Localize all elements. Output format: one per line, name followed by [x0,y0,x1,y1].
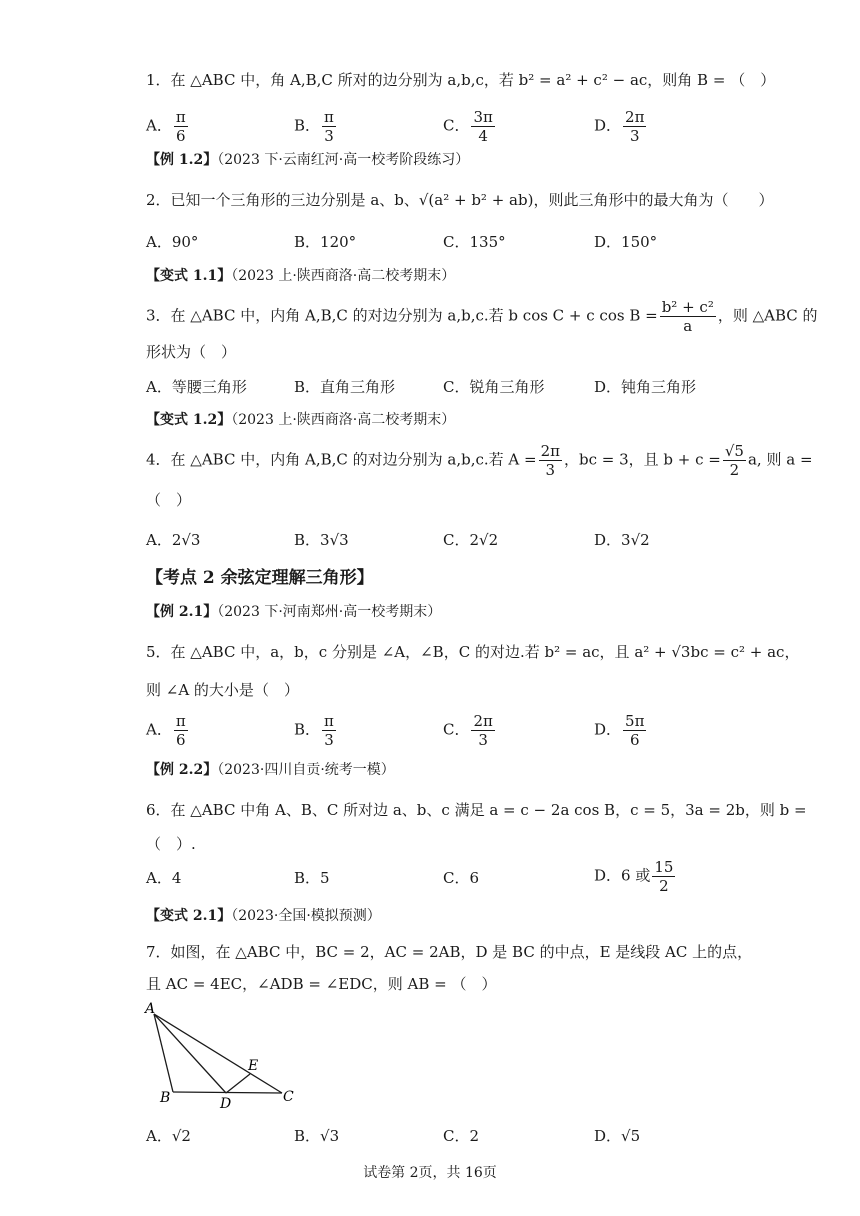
source-tag-1: 【例 1.2】（2023 下·云南红河·高一校考阶段练习） [146,152,470,168]
q3-option-b[interactable]: B．直角三角形 [294,378,396,396]
q7-option-b[interactable]: B．√3 [294,1127,340,1145]
q6-option-b[interactable]: B．5 [294,869,330,887]
triangle-figure [140,1000,310,1112]
q7-option-d[interactable]: D．√5 [594,1127,641,1145]
question-7-text-cont: 且 AC = 4EC，∠ADB = ∠EDC，则 AB = （ ） [146,975,497,993]
q4-option-c[interactable]: C．2√2 [443,531,499,549]
page-footer: 试卷第 2页，共 16页 [363,1165,497,1181]
question-3-text-cont: 形状为（ ） [146,343,237,361]
q5-option-c[interactable]: C． $\frac{2\pi}{3}$ [443,712,493,749]
q6-option-a[interactable]: A．4 [146,869,182,887]
point-label-e: E [248,1058,259,1074]
q5-option-d[interactable]: D． $\frac{5\pi}{6}$ [594,712,645,749]
question-3-text: 3．在 △ABC 中，内角 A,B,C 的对边分别为 a,b,c.若 b cos C + c cos B = $\frac{\text{b² + c²}}{a}$ ，则 △ABC 的 [146,298,818,335]
q2-option-a[interactable]: A．90° [146,233,199,251]
vertex-label-b: B [160,1090,171,1106]
q2-option-c[interactable]: C．135° [443,233,506,251]
vertex-label-a: A [145,1001,156,1017]
q6-option-d[interactable]: D．6 或 $\frac{15}{2}$ [594,858,674,895]
question-7-text: 7．如图，在 △ABC 中，BC = 2，AC = 2AB，D 是 BC 的中点，E 是线段 AC 上的点， [146,943,753,961]
question-6-text-cont: （ ）. [146,835,196,853]
side-ab [154,1014,173,1092]
q3-option-d[interactable]: D．钝角三角形 [594,378,697,396]
source-tag-4: 【例 2.1】（2023 下·河南郑州·高一校考期末） [146,604,442,620]
q1-option-c[interactable]: C． $\frac{3\pi}{4}$ [443,108,493,145]
question-1-text: 1．在 △ABC 中，角 A,B,C 所对的边分别为 a,b,c，若 b² = a² + c² − ac，则角 B = （ ） [146,71,776,89]
source-tag-5: 【例 2.2】（2023·四川自贡·统考一模） [146,762,395,778]
q1-option-b[interactable]: B． $\frac{\pi}{3}$ [294,108,334,145]
question-2-text: 2．已知一个三角形的三边分别是 a、b、√(a² + b² + ab)，则此三角形中的最大角为（ ） [146,191,774,209]
q7-option-c[interactable]: C．2 [443,1127,480,1145]
q4-option-a[interactable]: A．2√3 [146,531,201,549]
q5-option-a[interactable]: A． $\frac{\pi}{6}$ [146,712,186,749]
q5-option-b[interactable]: B． $\frac{\pi}{3}$ [294,712,334,749]
question-5-text-cont: 则 ∠A 的大小是（ ） [146,681,299,699]
question-5-text: 5．在 △ABC 中，a，b，c 分别是 ∠A，∠B，C 的对边.若 b² = ac，且 a² + √3bc = c² + ac， [146,643,800,661]
point-label-d: D [220,1096,232,1112]
q1-option-a[interactable]: A． $\frac{\pi}{6}$ [146,108,186,145]
question-4-text-cont: （ ） [146,491,192,509]
source-tag-2: 【变式 1.1】（2023 上·陕西商洛·高二校考期末） [146,268,456,284]
q6-option-c[interactable]: C．6 [443,869,480,887]
source-tag-6: 【变式 2.1】（2023·全国·模拟预测） [146,908,381,924]
q1-option-d[interactable]: D． $\frac{2\pi}{3}$ [594,108,645,145]
q2-option-d[interactable]: D．150° [594,233,658,251]
q3-option-c[interactable]: C．锐角三角形 [443,378,545,396]
q4-option-b[interactable]: B．3√3 [294,531,349,549]
source-tag-3: 【变式 1.2】（2023 上·陕西商洛·高二校考期末） [146,412,456,428]
question-6-text: 6．在 △ABC 中角 A、B、C 所对边 a、b、c 满足 a = c − 2a cos B，c = 5，3a = 2b，则 b = [146,801,807,819]
q3-option-a[interactable]: A．等腰三角形 [146,378,247,396]
segment-ad [154,1014,226,1093]
segment-de [226,1074,250,1093]
q2-option-b[interactable]: B．120° [294,233,357,251]
q7-option-a[interactable]: A．√2 [146,1127,191,1145]
vertex-label-c: C [283,1089,294,1105]
side-ac [154,1014,282,1093]
question-4-text: 4．在 △ABC 中，内角 A,B,C 的对边分别为 a,b,c.若 A = $\frac{2\pi}{3}$ ，bc = 3，且 b + c = $\frac{√5}{2}$ a, 则 a = [146,442,813,479]
q4-option-d[interactable]: D．3√2 [594,531,650,549]
section-heading: 【考点 2 余弦定理解三角形】 [146,568,374,588]
